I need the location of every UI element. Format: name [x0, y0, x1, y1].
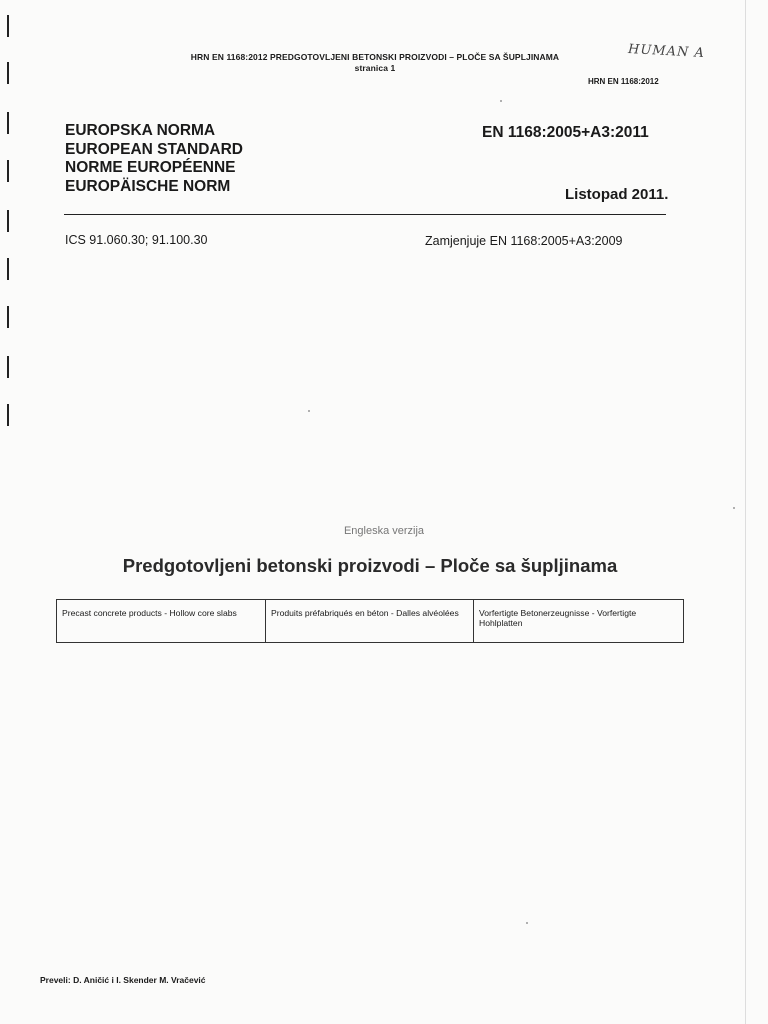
translation-de: Vorfertigte Betonerzeugnisse - Vorfertigte Hohlplatten [479, 608, 637, 628]
scan-speck [500, 100, 502, 102]
replaces-note: Zamjenjuje EN 1168:2005+A3:2009 [425, 234, 623, 248]
scan-speck [308, 410, 310, 412]
translation-fr: Produits préfabriqués en béton - Dalles alvéolées [266, 600, 474, 642]
translations-table [56, 599, 684, 643]
translators-credit: Preveli: D. Aničić i I. Skender M. Vračević [40, 975, 206, 985]
binder-mark [7, 356, 9, 378]
version-label: Engleska verzija [343, 525, 425, 537]
translation-en: Precast concrete products - Hollow core slabs [57, 600, 266, 642]
document-title: Predgotovljeni betonski proizvodi – Ploče sa šupljinama [122, 555, 618, 576]
norm-name-hr: EUROPSKA NORMA [65, 122, 216, 139]
header-reference: HRN EN 1168:2012 [588, 77, 659, 86]
norm-name-de: EUROPÄISCHE NORM [65, 177, 231, 195]
ics-codes: ICS 91.060.30; 91.100.30 [65, 233, 208, 247]
binder-mark [7, 258, 9, 280]
binder-mark [7, 15, 9, 37]
scan-edge [745, 0, 746, 1024]
norm-name-en: EUROPEAN STANDARD [65, 140, 243, 158]
binder-mark [7, 404, 9, 426]
scan-speck [733, 507, 735, 509]
handwritten-note: HUMAN A [627, 41, 706, 62]
header-title: HRN EN 1168:2012 PREDGOTOVLJENI BETONSKI PROIZVODI – PLOČE SA ŠUPLJINAMA [190, 52, 560, 62]
binder-mark [7, 210, 9, 232]
standard-number: EN 1168:2005+A3:2011 [482, 124, 649, 141]
scan-speck [526, 922, 528, 924]
binder-mark [7, 112, 9, 134]
norm-names [65, 122, 243, 196]
running-header [150, 52, 600, 74]
divider [64, 214, 666, 215]
publication-date: Listopad 2011. [565, 186, 669, 203]
norm-name-fr: NORME EUROPÉENNE [65, 159, 236, 176]
binder-mark [7, 306, 9, 328]
binder-mark [7, 160, 9, 182]
header-page-number: stranica 1 [354, 63, 396, 73]
binder-mark [7, 62, 9, 84]
